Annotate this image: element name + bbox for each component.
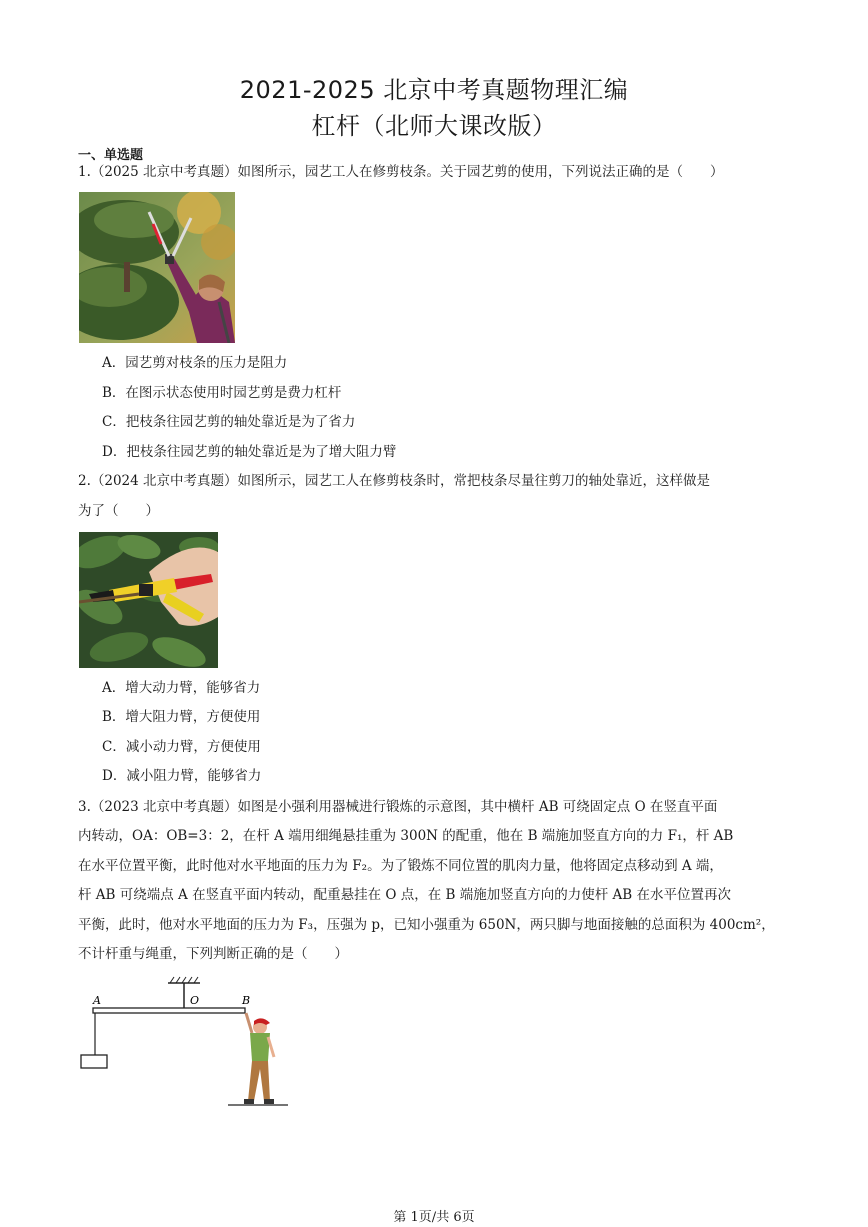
question-3-line-5: 平衡，此时，他对水平地面的压力为 F₃，压强为 p，已知小强重为 650N，两只脚与地面接触的总面积为 400cm²，: [78, 917, 775, 933]
q2-option-a: A．增大动力臂，能够省力: [102, 680, 261, 696]
garden-shears-photo-1: [79, 192, 235, 343]
page-footer: 第 1页/共 6页: [393, 1210, 475, 1225]
q1-option-a: A．园艺剪对枝条的压力是阻力: [102, 355, 288, 371]
q2-option-d: D．减小阻力臂，能够省力: [102, 768, 262, 784]
lever-diagram: [76, 975, 296, 1110]
label-a: A: [93, 994, 101, 1007]
section-heading: 一、单选题: [78, 148, 144, 163]
question-3-line-6: 不计杆重与绳重，下列判断正确的是（ ）: [78, 946, 348, 962]
question-2-line-2: 为了（ ）: [78, 503, 159, 519]
q2-option-c: C．减小动力臂，方便使用: [102, 739, 261, 755]
question-2-line-1: 2.（2024 北京中考真题）如图所示，园艺工人在修剪枝条时，常把枝条尽量往剪刀的轴处靠近，这样做是: [78, 473, 711, 489]
q1-option-d: D．把枝条往园艺剪的轴处靠近是为了增大阻力臂: [102, 444, 397, 460]
title-line-2: 杠杆（北师大课改版）: [311, 112, 557, 140]
title-line-1: 2021-2025 北京中考真题物理汇编: [239, 76, 629, 104]
question-3-line-2: 内转动，OA：OB=3：2，在杆 A 端用细绳悬挂重为 300N 的配重，他在 B 端施加竖直方向的力 F₁，杆 AB: [78, 828, 734, 844]
question-3-line-4: 杆 AB 可绕端点 A 在竖直平面内转动，配重悬挂在 O 点，在 B 端施加竖直方向的力使杆 AB 在水平位置再次: [78, 887, 731, 903]
label-b: B: [242, 994, 251, 1007]
label-o: O: [190, 994, 200, 1007]
question-3-line-3: 在水平位置平衡，此时他对水平地面的压力为 F₂。为了锻炼不同位置的肌肉力量，他将固定点移动到 A 端，: [78, 858, 723, 874]
q1-option-c: C．把枝条往园艺剪的轴处靠近是为了省力: [102, 414, 356, 430]
q2-option-b: B．增大阻力臂，方便使用: [102, 709, 261, 725]
pruning-shears-photo-2: [79, 532, 218, 668]
question-1-text: 1.（2025 北京中考真题）如图所示，园艺工人在修剪枝条。关于园艺剪的使用，下列说法正确的是（ ）: [78, 164, 724, 180]
q1-option-b: B．在图示状态使用时园艺剪是费力杠杆: [102, 385, 342, 401]
question-3-line-1: 3.（2023 北京中考真题）如图是小强利用器械进行锻炼的示意图，其中横杆 AB 可绕固定点 O 在竖直平面: [78, 799, 718, 815]
